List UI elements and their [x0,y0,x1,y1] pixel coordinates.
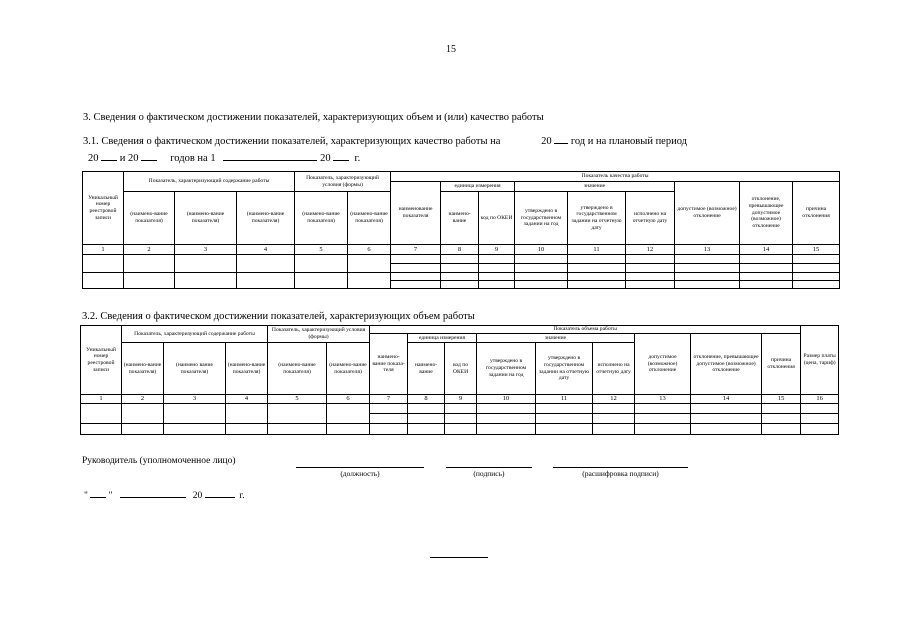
year-prefix: 20 [541,136,552,147]
t1-col-executed: исполнено на отчетную дату [626,192,675,245]
t2-cell[interactable] [635,404,691,414]
period-year1-prefix: 20 [88,153,99,164]
date-year-abbr: г. [239,491,245,501]
t1-group-quality: Показатель качества работы [391,172,840,182]
t1-cell[interactable] [124,273,175,289]
t1-cell[interactable] [479,264,515,273]
t1-cell[interactable] [568,281,626,289]
t2-cell[interactable] [122,404,164,424]
t2-cell[interactable] [445,414,477,424]
position-caption: (должность) [340,469,380,478]
t2-cell[interactable] [477,414,536,424]
section-3-heading: 3. Сведения о фактическом достижении показателей, характеризующих объем и (или) качество работы [83,112,544,123]
t1-cell[interactable] [83,273,124,289]
t1-cell[interactable] [441,273,479,281]
t2-cell[interactable] [536,404,593,414]
period-year1-blank[interactable] [101,150,117,161]
t2-num: 15 [762,395,801,404]
t1-cell[interactable] [740,255,793,264]
t2-cell[interactable] [81,424,122,435]
period-line [88,150,360,164]
t1-cell[interactable] [568,264,626,273]
t1-num: 1 [83,245,124,255]
decode-caption: (расшифровка подписи) [582,469,659,478]
t2-unit-group: единица измерения [408,334,477,343]
t2-cell[interactable] [370,404,408,414]
t2-value-group: значение [477,334,635,343]
t2-num: 10 [477,395,536,404]
t1-number-row [83,245,840,255]
t1-name-indicator-2: (наимено-вание показателя) [175,192,237,245]
period-year2-blank[interactable] [141,150,157,161]
t2-name-indicator-1: (наимено-вание показателя) [122,343,164,395]
t1-cell[interactable] [515,273,568,281]
t2-cell[interactable] [691,414,762,424]
t1-cell[interactable] [479,255,515,264]
period-year3-blank[interactable] [333,150,349,161]
t1-data-row[interactable] [83,273,840,281]
t2-cell[interactable] [536,424,593,435]
t2-num: 13 [635,395,691,404]
t2-cell[interactable] [762,414,801,424]
section-3-1-heading [83,133,687,147]
t2-cell[interactable] [226,424,268,435]
t2-cell[interactable] [593,404,635,414]
t2-cell[interactable] [762,424,801,435]
t1-cell[interactable] [793,273,840,281]
t2-col-unit-name: наимено-вание [408,343,445,395]
date-year-prefix: 20 [192,491,203,501]
t1-col-okei: код по ОКЕИ [479,192,515,245]
t1-value-group: значение [515,182,675,192]
t1-cell[interactable] [441,255,479,264]
t1-name-indicator-5: (наимено-вание показателя) [348,192,391,245]
t1-num: 9 [479,245,515,255]
t1-name-indicator-4: (наимено-вание показателя) [295,192,348,245]
t1-col-approved-year: утверждено в государственном задании на год [515,192,568,245]
decode-line[interactable] [553,467,688,468]
t2-col-fee: Размер платы (цена, тариф) [801,326,839,395]
t1-cell[interactable] [479,281,515,289]
t2-num: 8 [408,395,445,404]
t1-cell[interactable] [675,255,740,264]
period-years-on: годов на 1 [170,153,216,164]
section-3-1-suffix: год и на плановый период [570,136,688,147]
t2-cell[interactable] [327,424,370,435]
t1-cell[interactable] [793,281,840,289]
t2-cell[interactable] [691,404,762,414]
t2-cell[interactable] [477,424,536,435]
t2-num: 2 [122,395,164,404]
t2-cell[interactable] [370,414,408,424]
t2-num: 7 [370,395,408,404]
section-3-1-text: 3.1. Сведения о фактическом достижении показателей, характеризующих качество работы на [83,136,501,147]
t2-cell[interactable] [445,404,477,414]
date-quote-open: " [84,491,88,501]
t1-cell[interactable] [626,264,675,273]
volume-table [80,325,839,435]
t2-col-executed: исполнено на отчетную дату [593,343,635,395]
t1-num: 13 [675,245,740,255]
t1-num: 12 [626,245,675,255]
t1-col-allowed: допустимое (возможное) отклонение [675,182,740,245]
t1-name-indicator-3: (наимено-вание показателя) [237,192,295,245]
t1-num: 5 [295,245,348,255]
t2-cell[interactable] [268,404,327,424]
t1-name-indicator-1: (наимено-вание показателя) [124,192,175,245]
t2-num: 1 [81,395,122,404]
t2-cell[interactable] [635,414,691,424]
t1-cell[interactable] [740,264,793,273]
signature-label: Руководитель (уполномоченное лицо) [82,456,236,466]
footer-divider [430,557,488,558]
t2-cell[interactable] [408,424,445,435]
t1-cell[interactable] [237,255,295,273]
period-and-20: и 20 [119,153,139,164]
signature-line[interactable] [446,467,532,468]
t1-cell[interactable] [391,273,441,281]
t2-name-indicator-2: (наимено вание показателя) [164,343,226,395]
t1-cell[interactable] [515,281,568,289]
t2-cell[interactable] [477,404,536,414]
t1-cell[interactable] [675,264,740,273]
t1-unit-group: единица измерения [441,182,515,192]
t1-cell[interactable] [391,281,441,289]
t2-num: 4 [226,395,268,404]
t1-col-approved-date: утверждено в государственном задании на отчетную дату [568,192,626,245]
t1-cell[interactable] [740,281,793,289]
t2-name-indicator-5: (наимено-вание показателя) [327,343,370,395]
t1-num: 2 [124,245,175,255]
t2-group-volume: Показатель объема работы [370,326,801,334]
t2-num: 16 [801,395,839,404]
t1-num: 15 [793,245,840,255]
date-month-blank[interactable] [120,487,186,498]
t1-num: 11 [568,245,626,255]
t2-col-approved-year: утверждено в государственном задании на год [477,343,536,395]
t1-cell[interactable] [391,255,441,264]
t1-cell[interactable] [675,281,740,289]
period-year-abbr: г. [354,153,361,164]
t2-cell[interactable] [691,424,762,435]
t1-cell[interactable] [626,255,675,264]
t2-cell[interactable] [801,414,839,424]
section-3-2-heading: 3.2. Сведения о фактическом достижении показателей, характеризующих объем работы [82,311,475,322]
t2-num: 5 [268,395,327,404]
t1-cell[interactable] [515,255,568,264]
t2-cell[interactable] [801,424,839,435]
t1-cell[interactable] [124,255,175,273]
t1-col-unique: Уникальный номер реестровой записи [83,172,124,245]
t1-cell[interactable] [295,273,348,289]
t1-cell[interactable] [441,264,479,273]
quality-table [82,171,840,289]
t2-cell[interactable] [801,404,839,414]
t2-col-okei: код по ОКЕИ [445,343,477,395]
t1-col-name: наименование показателя [391,182,441,245]
t2-num: 9 [445,395,477,404]
t2-cell[interactable] [408,414,445,424]
t2-cell[interactable] [370,424,408,435]
t2-name-indicator-4: (наимено-вание показателя) [268,343,327,395]
t1-cell[interactable] [83,255,124,273]
t2-cell[interactable] [327,404,370,424]
t2-cell[interactable] [593,424,635,435]
t1-cell[interactable] [740,273,793,281]
t2-cell[interactable] [635,424,691,435]
t1-num: 3 [175,245,237,255]
t2-col-reason: причина отклонения [762,334,801,395]
t2-cell[interactable] [164,404,226,424]
t1-cell[interactable] [175,273,237,289]
t2-cell[interactable] [408,404,445,414]
t2-cell[interactable] [268,424,327,435]
t2-cell[interactable] [164,424,226,435]
t1-cell[interactable] [348,273,391,289]
t2-num: 12 [593,395,635,404]
t1-cell[interactable] [515,264,568,273]
t2-cell[interactable] [445,424,477,435]
t2-col-exceed: отклонение, превышающее допустимое (возможное) отклонение [691,334,762,395]
period-date-blank[interactable] [223,150,317,161]
t2-col-approved-date: утверждено в государственном задании на отчетную дату [536,343,593,395]
t1-cell[interactable] [568,273,626,281]
t1-cell[interactable] [626,273,675,281]
t1-cell[interactable] [295,255,348,273]
page-number: 15 [446,44,456,55]
t1-cell[interactable] [237,273,295,289]
t1-cell[interactable] [793,255,840,264]
date-line [84,487,245,501]
t1-cell[interactable] [479,273,515,281]
t2-cell[interactable] [122,424,164,435]
t2-col-unique: Уникальный номер реестровой записи [81,326,122,395]
t1-cell[interactable] [793,264,840,273]
t2-number-row [81,395,839,404]
t1-col-unit-name: наимено-вание [441,192,479,245]
t2-col-allowed: допустимое (возможное) отклонение [635,334,691,395]
period-year3-prefix: 20 [320,153,331,164]
t1-group-conditions: Показатель, характеризующий условия (формы) [295,172,391,192]
t2-cell[interactable] [762,404,801,414]
t2-num: 3 [164,395,226,404]
t2-data-row[interactable] [81,424,839,435]
t1-cell[interactable] [391,264,441,273]
t1-cell[interactable] [441,281,479,289]
t1-col-reason: причина отклонения [793,182,840,245]
t2-num: 14 [691,395,762,404]
year-blank[interactable] [554,133,568,144]
t1-num: 7 [391,245,441,255]
t2-cell[interactable] [593,414,635,424]
t2-cell[interactable] [536,414,593,424]
t2-num: 6 [327,395,370,404]
date-quote-close: " [108,491,113,501]
t2-cell[interactable] [81,404,122,424]
signature-caption: (подпись) [473,469,505,478]
t1-num: 6 [348,245,391,255]
position-line[interactable] [296,467,424,468]
t2-cell[interactable] [226,404,268,424]
t1-cell[interactable] [568,255,626,264]
t2-name-indicator-3: (наимено-вание показателя) [226,343,268,395]
t1-num: 8 [441,245,479,255]
t1-cell[interactable] [675,273,740,281]
t1-data-row[interactable] [83,255,840,264]
t2-num: 11 [536,395,593,404]
t2-data-row[interactable] [81,404,839,414]
t1-cell[interactable] [175,255,237,273]
t2-col-name: наимено-вание показа-теля [370,334,408,395]
t1-num: 10 [515,245,568,255]
date-year-blank[interactable] [205,487,235,498]
t2-group-content: Показатель, характеризующий содержание работы [122,326,268,343]
t1-cell[interactable] [348,255,391,273]
t1-num: 4 [237,245,295,255]
t1-col-exceed: отклонение, превышающее допустимое (возможное) отклонение [740,182,793,245]
t1-group-content: Показатель, характеризующий содержание работы [124,172,295,192]
t1-cell[interactable] [626,281,675,289]
t2-group-conditions: Показатель, характеризующий условия (формы) [268,326,370,343]
t1-num: 14 [740,245,793,255]
date-day-blank[interactable] [90,487,106,498]
